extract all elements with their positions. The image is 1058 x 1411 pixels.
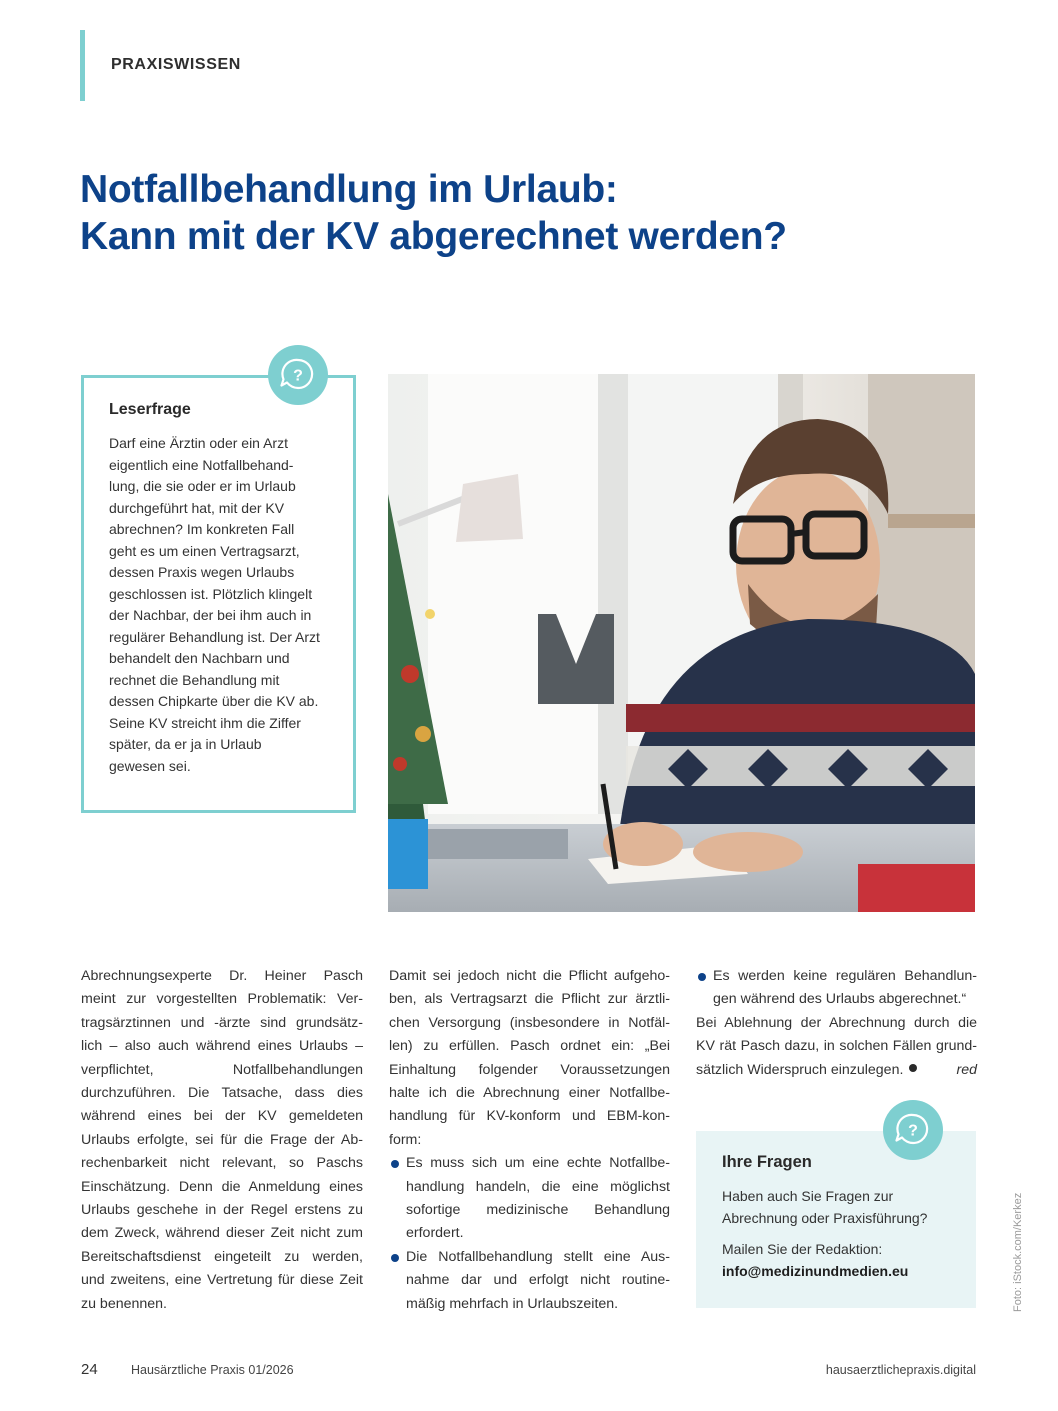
photo-credit: Foto: iStock.com/Kerkez — [1012, 1192, 1024, 1312]
article-column-2: Damit sei jedoch nicht die Pflicht aufgeho- ben, als Vertragsarzt die Pflicht zur ärztli- chen Versorgung (insbesondere in Notfäl- len) zu erfüllen. Pasch ordnet ein: „Bei Einhaltung folgender Voraussetzungen halte ich die Abrechnung einer Notfallbe- handlung für KV-konform und EBM-kon- form: Es muss sich um eine echte Notfallbe- handlung handeln, die eine möglichst sofortige medizinische Behandlung erfordert. Die Notfallbehandlung stellt eine Aus- nahme dar und erfolgt nicht routine- mäßig mehrfach in Urlaubszeiten. — [389, 965, 670, 1316]
bullet-item: Es werden keine regulären Behandlun- gen während des Urlaubs abgerechnet.“ — [696, 965, 977, 1012]
bullet-dot-icon — [391, 1160, 399, 1168]
bullet-dot-icon — [391, 1254, 399, 1262]
end-of-article-dot-icon — [909, 1064, 917, 1072]
bullet-dot-icon — [698, 973, 706, 981]
svg-text:?: ? — [908, 1122, 918, 1140]
magazine-issue: Hausärztliche Praxis 01/2026 — [131, 1363, 294, 1377]
question-speech-icon — [268, 345, 328, 405]
author-tag: red — [956, 1061, 977, 1078]
section-accent-bar — [80, 30, 85, 101]
reader-question-text: Darf eine Ärztin oder ein Arzt eigentlich eine Notfallbehand- lung, die sie oder er im Urlaub durchgeführt hat, mit der KV abrechnen? Im konkreten Fall geht es um einen Vertragsarzt, dessen Praxis wegen Urlaubs geschlossen ist. Plötzlich klingelt der Nachbar, der bei ihm auch in regulärer Behandlung ist. Der Arzt behandelt den Nachbarn und rechnet die Behandlung mit dessen Chipkarte über die KV ab. Seine KV streicht ihm die Ziffer später, da er ja in Urlaub gewesen sei. — [109, 435, 320, 774]
section-label: PRAXISWISSEN — [111, 56, 241, 73]
title-line-2: Kann mit der KV abgerechnet werden? — [80, 215, 787, 258]
editorial-email-link[interactable]: info@medizinundmedien.eu — [722, 1263, 909, 1279]
website-link[interactable]: hausaerztlichepraxis.digital — [825, 1363, 976, 1377]
bullet-item: Die Notfallbehandlung stellt eine Aus- nahme dar und erfolgt nicht routine- mäßig mehrfach in Urlaubszeiten. — [389, 1246, 670, 1316]
your-questions-title: Ihre Fragen — [722, 1153, 812, 1171]
question-speech-icon — [883, 1100, 943, 1160]
page-number: 24 — [81, 1361, 98, 1378]
mail-label: Mailen Sie der Redaktion: — [722, 1241, 883, 1257]
reader-question-title: Leserfrage — [109, 401, 191, 418]
article-title — [80, 166, 787, 260]
bullet-item: Es muss sich um eine echte Notfallbe- handlung handeln, die eine möglichst sofortige medizinische Behandlung erfordert. — [389, 1152, 670, 1246]
title-line-1: Notfallbehandlung im Urlaub: — [80, 168, 618, 211]
article-photo — [388, 374, 975, 912]
article-column-3: Es werden keine regulären Behandlun- gen während des Urlaubs abgerechnet.“ Bei Ablehnung der Abrechnung durch die KV rät Pasch dazu, in solchen Fällen grund- sätzlich Widerspruch einzulegen. red — [696, 965, 977, 1082]
your-questions-text: Haben auch Sie Fragen zur Abrechnung oder Praxisführung? — [722, 1188, 928, 1226]
article-column-1: Abrechnungsexperte Dr. Heiner Pasch meint zur vorgestellten Problematik: Ver- tragsärztinnen und -ärzte sind grundsätz- lich – also auch während eines Urlaubs – verpflichtet, Notfallbehandlungen durchzuführen. Die Tatsache, dass dies während eines bei der KV gemeldeten Urlaubs erfolgte, sei für die Frage der Ab- rechenbarkeit nicht relevant, so Paschs Einschätzung. Denn die Anmeldung eines Urlaubs geschehe in der Regel erstens zu dem Zweck, während dieser Zeit nicht zum Bereitschaftsdienst eingeteilt zu werden, und zweitens, eine Vertretung für diese Zeit zu benennen. — [81, 968, 363, 1312]
svg-text:?: ? — [293, 367, 303, 385]
